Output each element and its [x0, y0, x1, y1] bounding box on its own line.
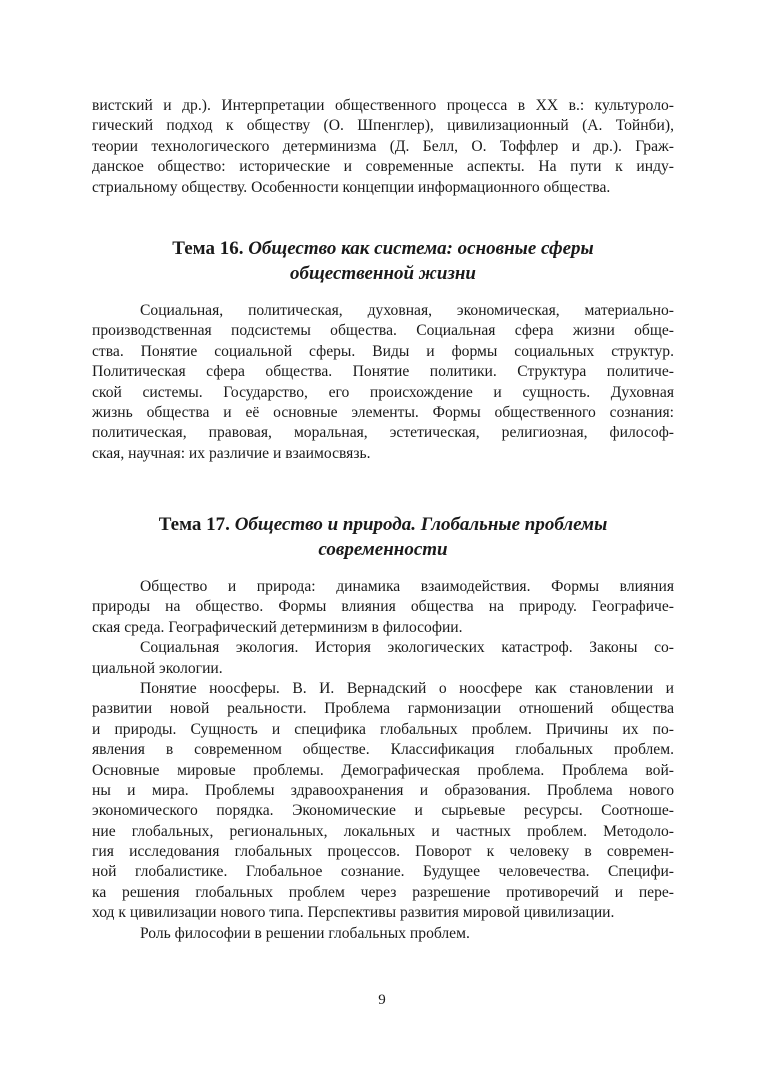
text-line: ской системы. Государство, его происхождение и сущность. Духовная: [92, 383, 674, 401]
topic-number: Тема 17.: [158, 514, 230, 535]
text-line: Основные мировые проблемы. Демографическая проблема. Проблема вой-: [92, 761, 674, 779]
topic-number: Тема 16.: [172, 238, 244, 259]
text-line: гический подход к обществу (О. Шпенглер), цивилизационный (А. Тойнби),: [92, 117, 674, 135]
text-line: и природы. Сущность и специфика глобальных проблем. Причины их по-: [92, 720, 674, 738]
text-line: циальной экологии.: [92, 659, 223, 677]
text-line: производственная подсистемы общества. Социальная сфера жизни обще-: [92, 322, 674, 340]
text-line: политическая, правовая, моральная, эстетическая, религиозная, философ-: [92, 424, 674, 442]
text-line: данское общество: исторические и современные аспекты. На пути к инду-: [92, 158, 674, 176]
text-line: Общество и природа: динамика взаимодействия. Формы влияния: [140, 578, 674, 595]
text-line: гия исследования глобальных процессов. Поворот к человеку в современ-: [92, 843, 674, 861]
topic-16-paragraph: [92, 301, 674, 464]
topic-17-heading: [92, 512, 674, 562]
topic-title-continuation: общественной жизни: [290, 263, 476, 284]
text-line: стриальному обществу. Особенности концепции информационного общества.: [92, 178, 611, 196]
text-line: Политическая сфера общества. Понятие политики. Структура политиче-: [92, 363, 674, 381]
text-line: ход к цивилизации нового типа. Перспективы развития мировой цивилизации.: [92, 904, 615, 922]
text-line: Понятие ноосферы. В. И. Вернадский о ноосфере как становлении и: [140, 679, 674, 697]
text-line: ства. Понятие социальной сферы. Виды и формы социальных структур.: [92, 342, 674, 360]
heading-line: [92, 512, 674, 537]
text-line: ка решения глобальных проблем через разрешение противоречий и пере-: [92, 883, 674, 901]
topic-17-body: [92, 577, 674, 944]
heading-line: [92, 236, 674, 261]
text-line: экономического порядка. Экономические и сырьевые ресурсы. Соотноше-: [92, 802, 674, 820]
topic-title-continuation: современности: [318, 539, 448, 560]
text-line: жизнь общества и её основные элементы. Формы общественного сознания:: [92, 403, 674, 421]
topic-title: Общество и природа. Глобальные проблемы: [234, 514, 608, 535]
text-line: ская среда. Географический детерминизм в философии.: [92, 618, 463, 636]
text-line: Социальная экология. История экологических катастроф. Законы со-: [140, 639, 674, 657]
text-line: теории технологического детерминизма (Д. Белл, О. Тоффлер и др.). Граж-: [92, 137, 674, 155]
text-line: ская, научная: их различие и взаимосвязь.: [92, 444, 371, 462]
text-line: Социальная, политическая, духовная, экономическая, материально-: [140, 302, 674, 319]
topic-16-heading: [92, 236, 674, 286]
text-line: Роль философии в решении глобальных проблем.: [140, 924, 470, 942]
text-line: вистский и др.). Интерпретации общественного процесса в XX в.: культуроло-: [92, 97, 674, 114]
intro-paragraph: [92, 96, 674, 198]
text-line: явления в современном обществе. Классификация глобальных проблем.: [92, 741, 674, 759]
text-line: развитии новой реальности. Проблема гармонизации отношений общества: [92, 700, 674, 718]
text-line: ной глобалистике. Глобальное сознание. Будущее человечества. Специфи-: [92, 863, 674, 881]
topic-title: Общество как система: основные сферы: [248, 238, 594, 259]
text-line: ние глобальных, региональных, локальных и частных проблем. Методоло-: [92, 822, 674, 840]
text-line: природы на общество. Формы влияния общества на природу. Географиче-: [92, 598, 674, 616]
page-number: 9: [378, 992, 386, 1008]
text-line: ны и мира. Проблемы здравоохранения и образования. Проблема нового: [92, 781, 674, 799]
